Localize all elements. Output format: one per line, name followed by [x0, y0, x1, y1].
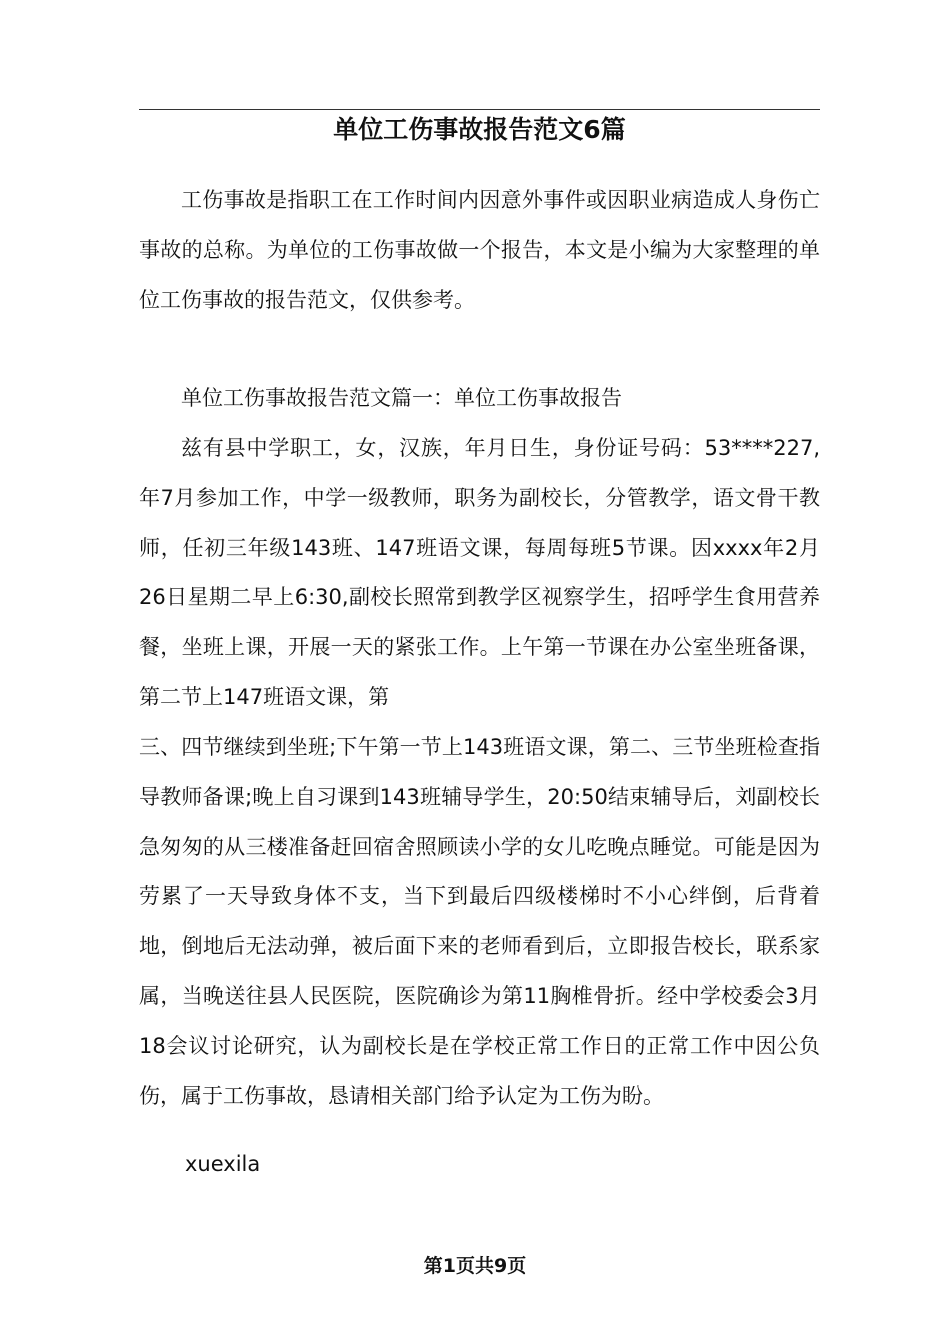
header-rule: [139, 109, 820, 110]
page-number: 第1页共9页: [423, 1255, 527, 1277]
body-paragraph-2: 三、四节继续到坐班;下午第一节上143班语文课，第二、三节坐班检查指导教师备课;晚上自习课到143班辅导学生，20:50结束辅导后，刘副校长急匆匆的从三楼准备赶回宿舍照顾读小学的女儿吃晚点睡觉。可能是因为劳累了一天导致身体不支，当下到最后四级楼梯时不小心绊倒，后背着地，倒地后无法动弹，被后面下来的老师看到后，立即报告校长，联系家属，当晚送往县人民医院，医院确诊为第11胸椎骨折。经中学校委会3月18会议讨论研究，认为副校长是在学校正常工作日的正常工作中因公负伤，属于工伤事故，恳请相关部门给予认定为工伤为盼。: [139, 735, 820, 1108]
intro-paragraph: 工伤事故是指职工在工作时间内因意外事件或因职业病造成人身伤亡事故的总称。为单位的工伤事故做一个报告，本文是小编为大家整理的单位工伤事故的报告范文，仅供参考。: [139, 188, 820, 312]
document-title: 单位工伤事故报告范文6篇: [333, 115, 626, 144]
section-subtitle: 单位工伤事故报告范文篇一：单位工伤事故报告: [181, 386, 622, 410]
source-tag: xuexila: [185, 1152, 261, 1176]
body-paragraph-1: 兹有县中学职工，女，汉族，年月日生，身份证号码：53****227,年7月参加工作，中学一级教师，职务为副校长，分管教学，语文骨干教师，任初三年级143班、147班语文课，每周每班5节课。因xxxx年2月26日星期二早上6:30,副校长照常到教学区视察学生，招呼学生食用营养餐，坐班上课，开展一天的紧张工作。上午第一节课在办公室坐班备课，第二节上147班语文课，第: [139, 436, 820, 709]
